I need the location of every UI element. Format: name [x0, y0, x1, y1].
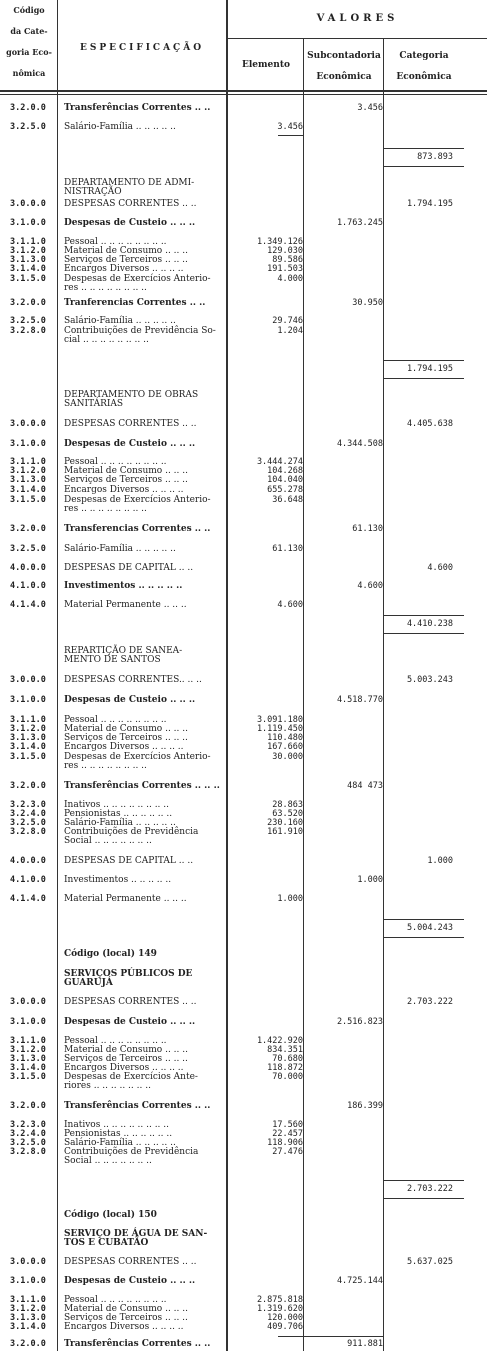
row-categoria-value: 873.893: [417, 152, 453, 162]
row-description: Salário-Família .. .. .. .. ..: [64, 544, 176, 554]
row-elemento-value: 230.160: [267, 818, 303, 828]
row-categoria-value: 2.703.222: [406, 1184, 453, 1194]
row-description: Pessoal .. .. .. .. .. .. .. ..: [64, 457, 167, 467]
row-code: 3.2.5.0: [10, 122, 46, 132]
row-description: Salário-Família .. .. .. .. ..: [64, 316, 176, 326]
row-description: Serviços de Terceiros .. .. ..: [64, 255, 188, 265]
row-description: Inativos .. .. .. .. .. .. .. ..: [64, 800, 169, 810]
row-code: 3.1.0.0: [10, 1276, 46, 1286]
row-description: DESPESAS CORRENTES .. ..: [64, 199, 197, 209]
row-code: 3.1.2.0: [10, 1045, 46, 1055]
row-description: Serviços de Terceiros .. .. ..: [64, 1313, 188, 1323]
row-code: 3.2.5.0: [10, 818, 46, 828]
row-elemento-value: 61.130: [272, 544, 303, 554]
row-code: 3.1.3.0: [10, 255, 46, 265]
row-code: 4.1.0.0: [10, 581, 46, 591]
row-code: 3.2.8.0: [10, 827, 46, 837]
row-code: 4.1.4.0: [10, 600, 46, 610]
total-rule: [384, 378, 464, 379]
row-code: 3.2.8.0: [10, 1147, 46, 1157]
row-code: 3.1.4.0: [10, 1322, 46, 1332]
row-description: DESPESAS CORRENTES.. .. ..: [64, 675, 202, 685]
row-description: Salário-Família .. .. .. .. ..: [64, 1138, 176, 1148]
row-elemento-value: 1.119.450: [256, 724, 303, 734]
row-code: 3.1.0.0: [10, 439, 46, 449]
row-description: Material de Consumo .. .. ..: [64, 724, 188, 734]
row-description: Transferências Correntes .. .. ..: [64, 781, 220, 791]
row-description: Investimentos .. .. .. .. ..: [64, 875, 172, 885]
row-elemento-value: 191.503: [267, 264, 303, 274]
row-description: DEPARTAMENTO DE ADMI- NISTRAÇÃO: [64, 178, 195, 197]
row-description: Transferências Correntes .. ..: [64, 1339, 211, 1349]
row-description: Despesas de Custeio .. .. ..: [64, 1017, 196, 1027]
row-description: Pensionistas .. .. .. .. .. ..: [64, 1129, 173, 1139]
row-code: 3.2.4.0: [10, 809, 46, 819]
row-code: 3.1.0.0: [10, 695, 46, 705]
row-code: 3.0.0.0: [10, 419, 46, 429]
row-elemento-value: 655.278: [267, 485, 303, 495]
row-description: Contribuições de Previdência Social .. .. .. .. .. .. ..: [64, 1147, 199, 1166]
row-elemento-value: 161.910: [267, 827, 303, 837]
row-description: DESPESAS CORRENTES .. ..: [64, 997, 197, 1007]
row-elemento-value: 29.746: [272, 316, 303, 326]
row-code: 3.2.5.0: [10, 316, 46, 326]
row-description: Material de Consumo .. .. ..: [64, 246, 188, 256]
row-description: SERVIÇOS PÚBLICOS DE GUARUJÁ: [64, 969, 193, 988]
row-description: Inativos .. .. .. .. .. .. .. ..: [64, 1120, 169, 1130]
row-code: 3.0.0.0: [10, 997, 46, 1007]
row-code: 3.2.0.0: [10, 298, 46, 308]
row-description: Despesas de Exercícios Anterio- res .. .. .. .. .. .. .. ..: [64, 274, 211, 293]
row-categoria-value: 4.410.238: [406, 619, 453, 629]
row-code: 4.1.0.0: [10, 875, 46, 885]
row-elemento-value: 22.457: [272, 1129, 303, 1139]
row-description: Despesas de Custeio .. .. ..: [64, 439, 196, 449]
row-code: 3.1.5.0: [10, 274, 46, 284]
row-code: 3.1.1.0: [10, 1295, 46, 1305]
header-code-line: Código: [13, 5, 45, 15]
row-code: 3.1.3.0: [10, 1054, 46, 1064]
row-elemento-value: 4.600: [277, 600, 303, 610]
row-description: Transferencias Correntes .. ..: [64, 524, 211, 534]
row-subcontadoria-value: 1.763.245: [336, 218, 383, 228]
row-elemento-value: 1.349.126: [256, 237, 303, 247]
header-values: VALORES: [316, 13, 399, 24]
row-code: 3.2.3.0: [10, 800, 46, 810]
row-subcontadoria-value: 3.456: [357, 103, 383, 113]
row-description: Contribuições de Previdência So- cial .. .. .. .. .. .. .. ..: [64, 326, 216, 345]
row-description: Serviços de Terceiros .. .. ..: [64, 733, 188, 743]
row-description: Material de Consumo .. .. ..: [64, 1304, 188, 1314]
row-subcontadoria-value: 30.950: [352, 298, 383, 308]
row-description: Despesas de Exercícios Anterio- res .. .. .. .. .. .. .. ..: [64, 495, 211, 514]
row-code: 3.1.3.0: [10, 1313, 46, 1323]
row-subcontadoria-value: 4.725.144: [336, 1276, 383, 1286]
row-description: Despesas de Custeio .. .. ..: [64, 1276, 196, 1286]
row-elemento-value: 1.204: [277, 326, 303, 336]
row-elemento-value: 167.660: [267, 742, 303, 752]
row-elemento-value: 409.706: [267, 1322, 303, 1332]
row-code: 3.1.5.0: [10, 1072, 46, 1082]
row-code: 3.2.0.0: [10, 1339, 46, 1349]
total-rule: [384, 166, 464, 167]
header-sub-line: Subcontadoria: [307, 51, 381, 61]
row-elemento-value: 104.268: [267, 466, 303, 476]
column-divider: [383, 38, 384, 1351]
row-elemento-value: 28.863: [272, 800, 303, 810]
row-elemento-value: 70.000: [272, 1072, 303, 1082]
row-description: REPARTIÇÃO DE SANEA- MENTO DE SANTOS: [64, 646, 183, 665]
row-description: Pessoal .. .. .. .. .. .. .. ..: [64, 1036, 167, 1046]
row-description: Pessoal .. .. .. .. .. .. .. ..: [64, 237, 167, 247]
row-elemento-value: 1.422.920: [256, 1036, 303, 1046]
row-elemento-value: 63.520: [272, 809, 303, 819]
row-elemento-value: 2.875.818: [256, 1295, 303, 1305]
row-elemento-value: 110.480: [267, 733, 303, 743]
row-code: 3.2.5.0: [10, 1138, 46, 1148]
row-code: 3.1.4.0: [10, 742, 46, 752]
row-code: 3.2.3.0: [10, 1120, 46, 1130]
row-elemento-value: 1.319.620: [256, 1304, 303, 1314]
row-subcontadoria-value: 484 473: [347, 781, 383, 791]
header-cat-line: Econômica: [396, 72, 452, 82]
row-elemento-value: 27.476: [272, 1147, 303, 1157]
row-categoria-value: 5.003.243: [406, 675, 453, 685]
row-code: 3.0.0.0: [10, 1257, 46, 1267]
row-code: 3.1.2.0: [10, 246, 46, 256]
row-code: 3.1.4.0: [10, 485, 46, 495]
total-rule: [384, 615, 464, 616]
subtotal-rule: [278, 1336, 383, 1337]
header-sub-line: Econômica: [316, 72, 372, 82]
row-description: Código (local) 149: [64, 949, 157, 959]
row-code: 3.1.5.0: [10, 495, 46, 505]
row-code: 3.1.1.0: [10, 1036, 46, 1046]
row-description: Pessoal .. .. .. .. .. .. .. ..: [64, 715, 167, 725]
row-code: 3.1.4.0: [10, 264, 46, 274]
row-description: Investimentos .. .. .. .. ..: [64, 581, 183, 591]
row-subcontadoria-value: 61.130: [352, 524, 383, 534]
row-code: 4.0.0.0: [10, 563, 46, 573]
row-categoria-value: 5.004.243: [406, 923, 453, 933]
row-code: 3.1.0.0: [10, 1017, 46, 1027]
row-elemento-value: 104.040: [267, 475, 303, 485]
row-description: Material de Consumo .. .. ..: [64, 1045, 188, 1055]
row-categoria-value: 2.703.222: [406, 997, 453, 1007]
row-description: Despesas de Custeio .. .. ..: [64, 218, 196, 228]
header-values-rule: [228, 38, 487, 39]
row-code: 3.0.0.0: [10, 199, 46, 209]
subtotal-rule: [278, 135, 303, 136]
row-description: Despesas de Exercícios Anterio- res .. .. .. .. .. .. .. ..: [64, 752, 211, 771]
row-code: 3.1.1.0: [10, 237, 46, 247]
row-description: Encargos Diversos .. .. .. ..: [64, 742, 184, 752]
row-elemento-value: 89.586: [272, 255, 303, 265]
row-code: 3.1.1.0: [10, 457, 46, 467]
total-rule: [384, 937, 464, 938]
row-code: 4.1.4.0: [10, 894, 46, 904]
row-description: Encargos Diversos .. .. .. ..: [64, 1322, 184, 1332]
row-description: Transferências Correntes .. ..: [64, 1101, 211, 1111]
row-categoria-value: 4.600: [427, 563, 453, 573]
row-elemento-value: 120.000: [267, 1313, 303, 1323]
row-elemento-value: 834.351: [267, 1045, 303, 1055]
header-code-line: nômica: [12, 68, 46, 78]
header-categoria: [384, 46, 464, 88]
row-description: DESPESAS DE CAPITAL .. ..: [64, 563, 194, 573]
row-elemento-value: 4.000: [277, 274, 303, 284]
row-description: Transferências Correntes .. ..: [64, 103, 211, 113]
row-elemento-value: 129.030: [267, 246, 303, 256]
row-description: Tranferencias Correntes .. ..: [64, 298, 206, 308]
row-description: SERVIÇO DE ÁGUA DE SAN- TOS E CUBATÃO: [64, 1229, 208, 1248]
row-elemento-value: 3.444.274: [256, 457, 303, 467]
row-description: DESPESAS DE CAPITAL .. ..: [64, 856, 194, 866]
row-description: DESPESAS CORRENTES .. ..: [64, 419, 197, 429]
row-code: 3.2.0.0: [10, 103, 46, 113]
row-code: 3.1.3.0: [10, 733, 46, 743]
row-subcontadoria-value: 4.344.508: [336, 439, 383, 449]
row-code: 4.0.0.0: [10, 856, 46, 866]
row-elemento-value: 36.648: [272, 495, 303, 505]
header-bottom-rule: [0, 90, 487, 92]
row-description: Pessoal .. .. .. .. .. .. .. ..: [64, 1295, 167, 1305]
row-description: Material Permanente .. .. ..: [64, 894, 187, 904]
row-elemento-value: 118.906: [267, 1138, 303, 1148]
total-rule: [384, 1180, 464, 1181]
row-code: 3.1.5.0: [10, 752, 46, 762]
row-code: 3.2.0.0: [10, 524, 46, 534]
row-elemento-value: 17.560: [272, 1120, 303, 1130]
row-code: 3.2.4.0: [10, 1129, 46, 1139]
row-elemento-value: 1.000: [277, 894, 303, 904]
total-rule: [384, 360, 464, 361]
row-elemento-value: 70.680: [272, 1054, 303, 1064]
row-categoria-value: 5.637.025: [406, 1257, 453, 1267]
row-description: Encargos Diversos .. .. .. ..: [64, 485, 184, 495]
header-code-line: da Cate-: [10, 26, 48, 36]
row-code: 3.2.5.0: [10, 544, 46, 554]
row-description: Material de Consumo .. .. ..: [64, 466, 188, 476]
header-cat-line: Categoria: [399, 51, 449, 61]
row-code: 3.1.2.0: [10, 466, 46, 476]
row-description: Salário-Família .. .. .. .. ..: [64, 818, 176, 828]
row-code: 3.2.0.0: [10, 781, 46, 791]
row-description: Encargos Diversos .. .. .. ..: [64, 264, 184, 274]
row-code: 3.1.2.0: [10, 1304, 46, 1314]
row-subcontadoria-value: 186.399: [347, 1101, 383, 1111]
header-code-line: goria Eco-: [6, 47, 52, 57]
row-code: 3.2.0.0: [10, 1101, 46, 1111]
row-description: Material Permanente .. .. ..: [64, 600, 187, 610]
row-categoria-value: 4.405.638: [406, 419, 453, 429]
header-elemento: Elemento: [242, 60, 290, 70]
header-subcontadoria: [304, 46, 384, 88]
row-code: 3.1.2.0: [10, 724, 46, 734]
row-subcontadoria-value: 4.600: [357, 581, 383, 591]
row-description: Encargos Diversos .. .. .. ..: [64, 1063, 184, 1073]
row-code: 3.1.0.0: [10, 218, 46, 228]
header-bottom-rule-2: [0, 94, 487, 95]
row-code: 3.0.0.0: [10, 675, 46, 685]
row-description: Salário-Família .. .. .. .. ..: [64, 122, 176, 132]
row-description: DEPARTAMENTO DE OBRAS SANITÁRIAS: [64, 390, 199, 409]
row-description: DESPESAS CORRENTES .. ..: [64, 1257, 197, 1267]
row-description: Serviços de Terceiros .. .. ..: [64, 475, 188, 485]
row-categoria-value: 1.000: [427, 856, 453, 866]
row-subcontadoria-value: 911.881: [347, 1339, 383, 1349]
row-categoria-value: 1.794.195: [406, 199, 453, 209]
row-elemento-value: 3.456: [277, 122, 303, 132]
row-subcontadoria-value: 2.516.823: [336, 1017, 383, 1027]
row-elemento-value: 118.872: [267, 1063, 303, 1073]
total-rule: [384, 148, 464, 149]
row-elemento-value: 3.091.180: [256, 715, 303, 725]
header-specification: ESPECIFICAÇÃO: [79, 43, 205, 53]
column-divider: [303, 38, 304, 1351]
row-description: Contribuições de Previdência Social .. .. .. .. .. .. ..: [64, 827, 199, 846]
header-code-col: [0, 0, 58, 84]
row-description: Despesas de Custeio .. .. ..: [64, 695, 196, 705]
total-rule: [384, 1198, 464, 1199]
row-code: 3.1.3.0: [10, 475, 46, 485]
row-categoria-value: 1.794.195: [406, 364, 453, 374]
row-subcontadoria-value: 1.000: [357, 875, 383, 885]
total-rule: [384, 919, 464, 920]
total-rule: [384, 633, 464, 634]
row-code: 3.2.8.0: [10, 326, 46, 336]
row-subcontadoria-value: 4.518.770: [336, 695, 383, 705]
row-description: Pensionistas .. .. .. .. .. ..: [64, 809, 173, 819]
row-description: Despesas de Exercícios Ante- riores .. .. .. .. .. .. ..: [64, 1072, 198, 1091]
row-description: Código (local) 150: [64, 1210, 157, 1220]
row-elemento-value: 30.000: [272, 752, 303, 762]
row-description: Serviços de Terceiros .. .. ..: [64, 1054, 188, 1064]
row-code: 3.1.1.0: [10, 715, 46, 725]
row-code: 3.1.4.0: [10, 1063, 46, 1073]
